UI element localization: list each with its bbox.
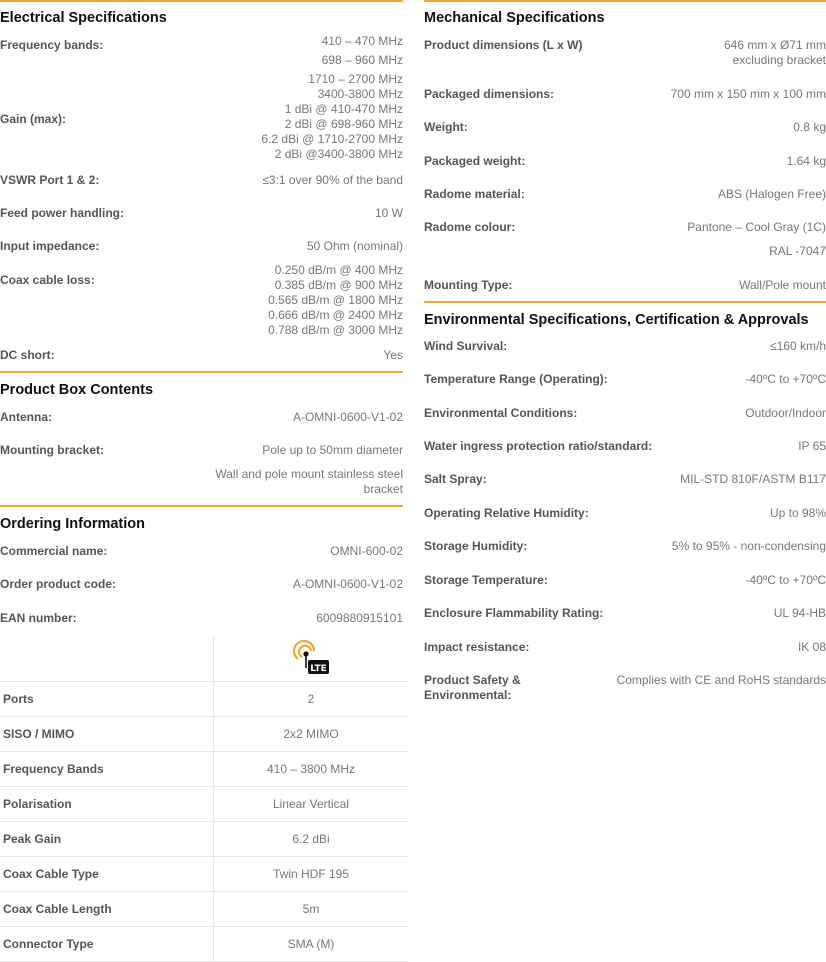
table-label: Peak Gain [0, 822, 214, 857]
table-cell [214, 637, 409, 682]
spec-label: Weight: [424, 120, 468, 134]
spec-label: Commercial name: [0, 544, 108, 558]
spec-value: RAL -7047 [769, 244, 826, 258]
spec-label: Packaged dimensions: [424, 87, 555, 101]
spec-label: Temperature Range (Operating): [424, 372, 608, 386]
spec-value: 0.788 dB/m @ 3000 MHz [268, 323, 403, 337]
spec-value: 700 mm x 150 mm x 100 mm [670, 87, 826, 101]
spec-label: Environmental Conditions: [424, 406, 578, 420]
table-value: 2x2 MIMO [214, 717, 409, 752]
spec-value: 698 – 960 MHz [321, 53, 403, 67]
spec-value: bracket [363, 482, 403, 496]
box-title: Product Box Contents [0, 382, 154, 398]
section-rule [0, 371, 403, 373]
spec-value: ≤3:1 over 90% of the band [262, 173, 403, 187]
spec-label: Frequency bands: [0, 38, 104, 52]
spec-label: Input impedance: [0, 239, 100, 253]
spec-value: 410 – 470 MHz [321, 34, 403, 48]
spec-label: Order product code: [0, 577, 117, 591]
spec-value: IP 65 [798, 439, 826, 453]
table-row [0, 682, 408, 717]
spec-value: -40ºC to +70ºC [745, 372, 826, 386]
spec-label: DC short: [0, 348, 55, 362]
spec-label: Impact resistance: [424, 640, 530, 654]
spec-label: Product Safety & [424, 673, 521, 687]
spec-value: MIL-STD 810F/ASTM B117 [680, 472, 826, 486]
spec-label: Storage Temperature: [424, 573, 548, 587]
spec-label: Water ingress protection ratio/standard: [424, 439, 653, 453]
spec-value: excluding bracket [732, 53, 826, 67]
spec-label: Wind Survival: [424, 339, 508, 353]
spec-value: Up to 98% [769, 506, 826, 520]
table-row [0, 927, 408, 962]
spec-value: 0.8 kg [793, 120, 826, 134]
table-label: Ports [0, 682, 214, 717]
spec-value: 0.565 dB/m @ 1800 MHz [268, 293, 403, 307]
table-row [0, 717, 408, 752]
table-label: Connector Type [0, 927, 214, 962]
section-rule [424, 301, 826, 303]
spec-label: Storage Humidity: [424, 539, 528, 553]
spec-value: ABS (Halogen Free) [717, 187, 826, 201]
summary-table [0, 637, 408, 962]
spec-value: 2 dBi @ 698-960 MHz [284, 117, 403, 131]
spec-value: 1710 – 2700 MHz [308, 72, 403, 86]
table-label: SISO / MIMO [0, 717, 214, 752]
spec-value: 6.2 dBi @ 1710-2700 MHz [261, 132, 403, 146]
spec-value: Complies with CE and RoHS standards [616, 673, 826, 687]
spec-label: EAN number: [0, 611, 77, 625]
lte-label: LTE [310, 663, 327, 674]
spec-value: -40ºC to +70ºC [745, 573, 826, 587]
spec-value: Pantone – Cool Gray (1C) [687, 220, 826, 234]
spec-label: Operating Relative Humidity: [424, 506, 589, 520]
table-header-row [0, 637, 408, 682]
spec-value: UL 94-HB [773, 606, 826, 620]
spec-value: 0.385 dB/m @ 900 MHz [274, 278, 403, 292]
spec-value: IK 08 [797, 640, 826, 654]
table-value: SMA (M) [214, 927, 409, 962]
spec-value: Pole up to 50mm diameter [262, 443, 403, 457]
spec-value: 1.64 kg [786, 154, 826, 168]
table-value: 2 [214, 682, 409, 717]
table-row [0, 857, 408, 892]
spec-label: Feed power handling: [0, 206, 125, 220]
spec-value: A-OMNI-0600-V1-02 [292, 577, 403, 591]
spec-label: Mounting Type: [424, 278, 513, 292]
table-cell [0, 637, 214, 682]
spec-label-line2: Environmental: [424, 688, 512, 702]
spec-value: A-OMNI-0600-V1-02 [292, 410, 403, 424]
spec-label: Radome material: [424, 187, 525, 201]
ordering-title: Ordering Information [0, 516, 145, 532]
spec-value: Outdoor/Indoor [745, 406, 826, 420]
section-rule [0, 0, 403, 2]
section-rule [0, 505, 403, 507]
spec-value: ≤160 km/h [770, 339, 826, 353]
spec-label: VSWR Port 1 & 2: [0, 173, 100, 187]
table-label: Coax Cable Length [0, 892, 214, 927]
environmental-title: Environmental Specifications, Certification & Approvals [424, 312, 809, 328]
table-value: 6.2 dBi [214, 822, 409, 857]
table-label: Frequency Bands [0, 752, 214, 787]
spec-value: OMNI-600-02 [330, 544, 403, 558]
table-value: 410 – 3800 MHz [214, 752, 409, 787]
spec-value: Wall/Pole mount [739, 278, 826, 292]
spec-value: 0.666 dB/m @ 2400 MHz [268, 308, 403, 322]
table-row [0, 822, 408, 857]
spec-label: Packaged weight: [424, 154, 526, 168]
left-column [0, 0, 403, 625]
mechanical-title: Mechanical Specifications [424, 10, 605, 26]
spec-label: Salt Spray: [424, 472, 487, 486]
spec-value: 10 W [374, 206, 403, 220]
spec-value: 1 dBi @ 410-470 MHz [284, 102, 403, 116]
table-value: Twin HDF 195 [214, 857, 409, 892]
table-row [0, 787, 408, 822]
spec-value: 0.250 dB/m @ 400 MHz [274, 263, 403, 277]
table-value: 5m [214, 892, 409, 927]
spec-value: 50 Ohm (nominal) [306, 239, 403, 253]
table-label: Polarisation [0, 787, 214, 822]
spec-value: 646 mm x Ø71 mm [723, 38, 826, 52]
spec-label: Mounting bracket: [0, 443, 104, 457]
spec-label: Enclosure Flammability Rating: [424, 606, 604, 620]
spec-value: 3400-3800 MHz [317, 87, 403, 101]
spec-value: 6009880915101 [316, 611, 403, 625]
lte-signal-icon [291, 638, 331, 678]
table-row [0, 892, 408, 927]
table-row [0, 752, 408, 787]
spec-value: 5% to 95% - non-condensing [671, 539, 826, 553]
spec-label: Coax cable loss: [0, 273, 95, 287]
spec-label: Radome colour: [424, 220, 516, 234]
spec-label: Product dimensions (L x W) [424, 38, 583, 52]
table-value: Linear Vertical [214, 787, 409, 822]
spec-value: Wall and pole mount stainless steel [215, 467, 403, 481]
spec-label: Antenna: [0, 410, 52, 424]
section-rule [424, 0, 826, 2]
electrical-title: Electrical Specifications [0, 10, 167, 26]
spec-value: Yes [383, 348, 403, 362]
spec-value: 2 dBi @3400-3800 MHz [274, 147, 403, 161]
spec-label: Gain (max): [0, 112, 67, 126]
right-column [424, 0, 826, 702]
table-label: Coax Cable Type [0, 857, 214, 892]
